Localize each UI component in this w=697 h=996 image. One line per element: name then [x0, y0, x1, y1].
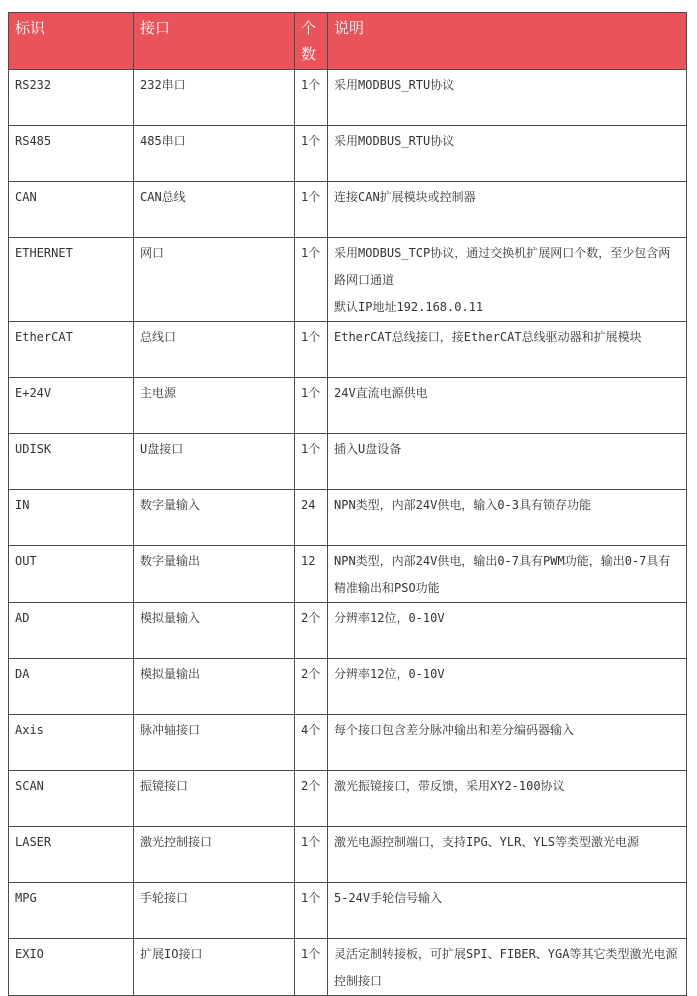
table-row [9, 546, 687, 603]
cell-count: 1个 [295, 939, 328, 996]
description-line: 5-24V手轮信号输入 [334, 891, 443, 905]
cell-id: UDISK [9, 434, 134, 490]
cell-interface: 扩展IO接口 [134, 939, 295, 996]
cell-description [328, 939, 687, 996]
header-interface: 接口 [134, 13, 295, 70]
cell-description [328, 490, 687, 546]
cell-id: AD [9, 603, 134, 659]
header-description: 说明 [328, 13, 687, 70]
cell-description [328, 771, 687, 827]
description-line: NPN类型，内部24V供电，输出0-7具有PWM功能，输出0-7具有精准输出和PSO功能 [334, 554, 671, 595]
cell-interface: 模拟量输入 [134, 603, 295, 659]
header-id: 标识 [9, 13, 134, 70]
cell-description [328, 182, 687, 238]
table-row [9, 70, 687, 126]
table-row [9, 182, 687, 238]
cell-description [328, 659, 687, 715]
cell-description [328, 827, 687, 883]
cell-description [328, 883, 687, 939]
description-line: 激光电源控制端口，支持IPG、YLR、YLS等类型激光电源 [334, 835, 640, 849]
cell-description [328, 603, 687, 659]
table-row [9, 490, 687, 546]
table-row [9, 322, 687, 378]
table-row [9, 939, 687, 996]
cell-count: 1个 [295, 434, 328, 490]
cell-interface: 手轮接口 [134, 883, 295, 939]
table-row [9, 715, 687, 771]
description-line: 分辨率12位，0-10V [334, 667, 445, 681]
description-line: 分辨率12位，0-10V [334, 611, 445, 625]
cell-interface: CAN总线 [134, 182, 295, 238]
table-header-row [9, 13, 687, 70]
cell-description [328, 378, 687, 434]
cell-id: OUT [9, 546, 134, 603]
cell-count: 4个 [295, 715, 328, 771]
cell-count: 1个 [295, 827, 328, 883]
cell-interface: 主电源 [134, 378, 295, 434]
header-count: 个数 [295, 13, 328, 70]
cell-count: 1个 [295, 126, 328, 182]
cell-count: 2个 [295, 603, 328, 659]
cell-interface: U盘接口 [134, 434, 295, 490]
cell-count: 1个 [295, 322, 328, 378]
description-line: 插入U盘设备 [334, 442, 402, 456]
cell-count: 1个 [295, 182, 328, 238]
cell-description [328, 70, 687, 126]
cell-description [328, 322, 687, 378]
cell-id: CAN [9, 182, 134, 238]
table-row [9, 603, 687, 659]
cell-id: MPG [9, 883, 134, 939]
cell-interface: 激光控制接口 [134, 827, 295, 883]
cell-interface: 振镜接口 [134, 771, 295, 827]
table-row [9, 238, 687, 322]
cell-interface: 脉冲轴接口 [134, 715, 295, 771]
description-line: 默认IP地址192.168.0.11 [334, 300, 484, 314]
cell-count: 24 [295, 490, 328, 546]
description-line: EtherCAT总线接口，接EtherCAT总线驱动器和扩展模块 [334, 330, 642, 344]
cell-count: 1个 [295, 70, 328, 126]
cell-count: 1个 [295, 238, 328, 322]
description-line: 采用MODBUS_RTU协议 [334, 134, 455, 148]
cell-description [328, 715, 687, 771]
description-line: 采用MODBUS_TCP协议，通过交换机扩展网口个数，至少包含两路网口通道 [334, 246, 671, 287]
cell-interface: 232串口 [134, 70, 295, 126]
cell-count: 1个 [295, 378, 328, 434]
description-line: 每个接口包含差分脉冲输出和差分编码器输入 [334, 723, 575, 737]
cell-count: 1个 [295, 883, 328, 939]
cell-interface: 485串口 [134, 126, 295, 182]
cell-id: Axis [9, 715, 134, 771]
cell-count: 12 [295, 546, 328, 603]
description-line: 24V直流电源供电 [334, 386, 428, 400]
cell-description [328, 546, 687, 603]
cell-id: IN [9, 490, 134, 546]
cell-id: DA [9, 659, 134, 715]
cell-count: 2个 [295, 659, 328, 715]
description-line: NPN类型，内部24V供电，输入0-3具有锁存功能 [334, 498, 592, 512]
table-row [9, 434, 687, 490]
table-row [9, 659, 687, 715]
cell-description [328, 238, 687, 322]
cell-interface: 数字量输出 [134, 546, 295, 603]
table-row [9, 378, 687, 434]
description-line: 采用MODBUS_RTU协议 [334, 78, 455, 92]
cell-id: LASER [9, 827, 134, 883]
table-body [9, 70, 687, 996]
cell-interface: 数字量输入 [134, 490, 295, 546]
interface-spec-table [8, 12, 687, 996]
cell-id: SCAN [9, 771, 134, 827]
table-row [9, 827, 687, 883]
cell-id: EtherCAT [9, 322, 134, 378]
description-line: 激光振镜接口，带反馈，采用XY2-100协议 [334, 779, 565, 793]
cell-description [328, 126, 687, 182]
description-line: 灵活定制转接板，可扩展SPI、FIBER、YGA等其它类型激光电源控制接口 [334, 947, 678, 988]
cell-id: RS232 [9, 70, 134, 126]
cell-id: RS485 [9, 126, 134, 182]
cell-interface: 模拟量输出 [134, 659, 295, 715]
cell-interface: 总线口 [134, 322, 295, 378]
cell-count: 2个 [295, 771, 328, 827]
table-row [9, 771, 687, 827]
cell-description [328, 434, 687, 490]
table-row [9, 126, 687, 182]
cell-interface: 网口 [134, 238, 295, 322]
cell-id: ETHERNET [9, 238, 134, 322]
table-row [9, 883, 687, 939]
description-line: 连接CAN扩展模块或控制器 [334, 190, 476, 204]
cell-id: E+24V [9, 378, 134, 434]
cell-id: EXIO [9, 939, 134, 996]
